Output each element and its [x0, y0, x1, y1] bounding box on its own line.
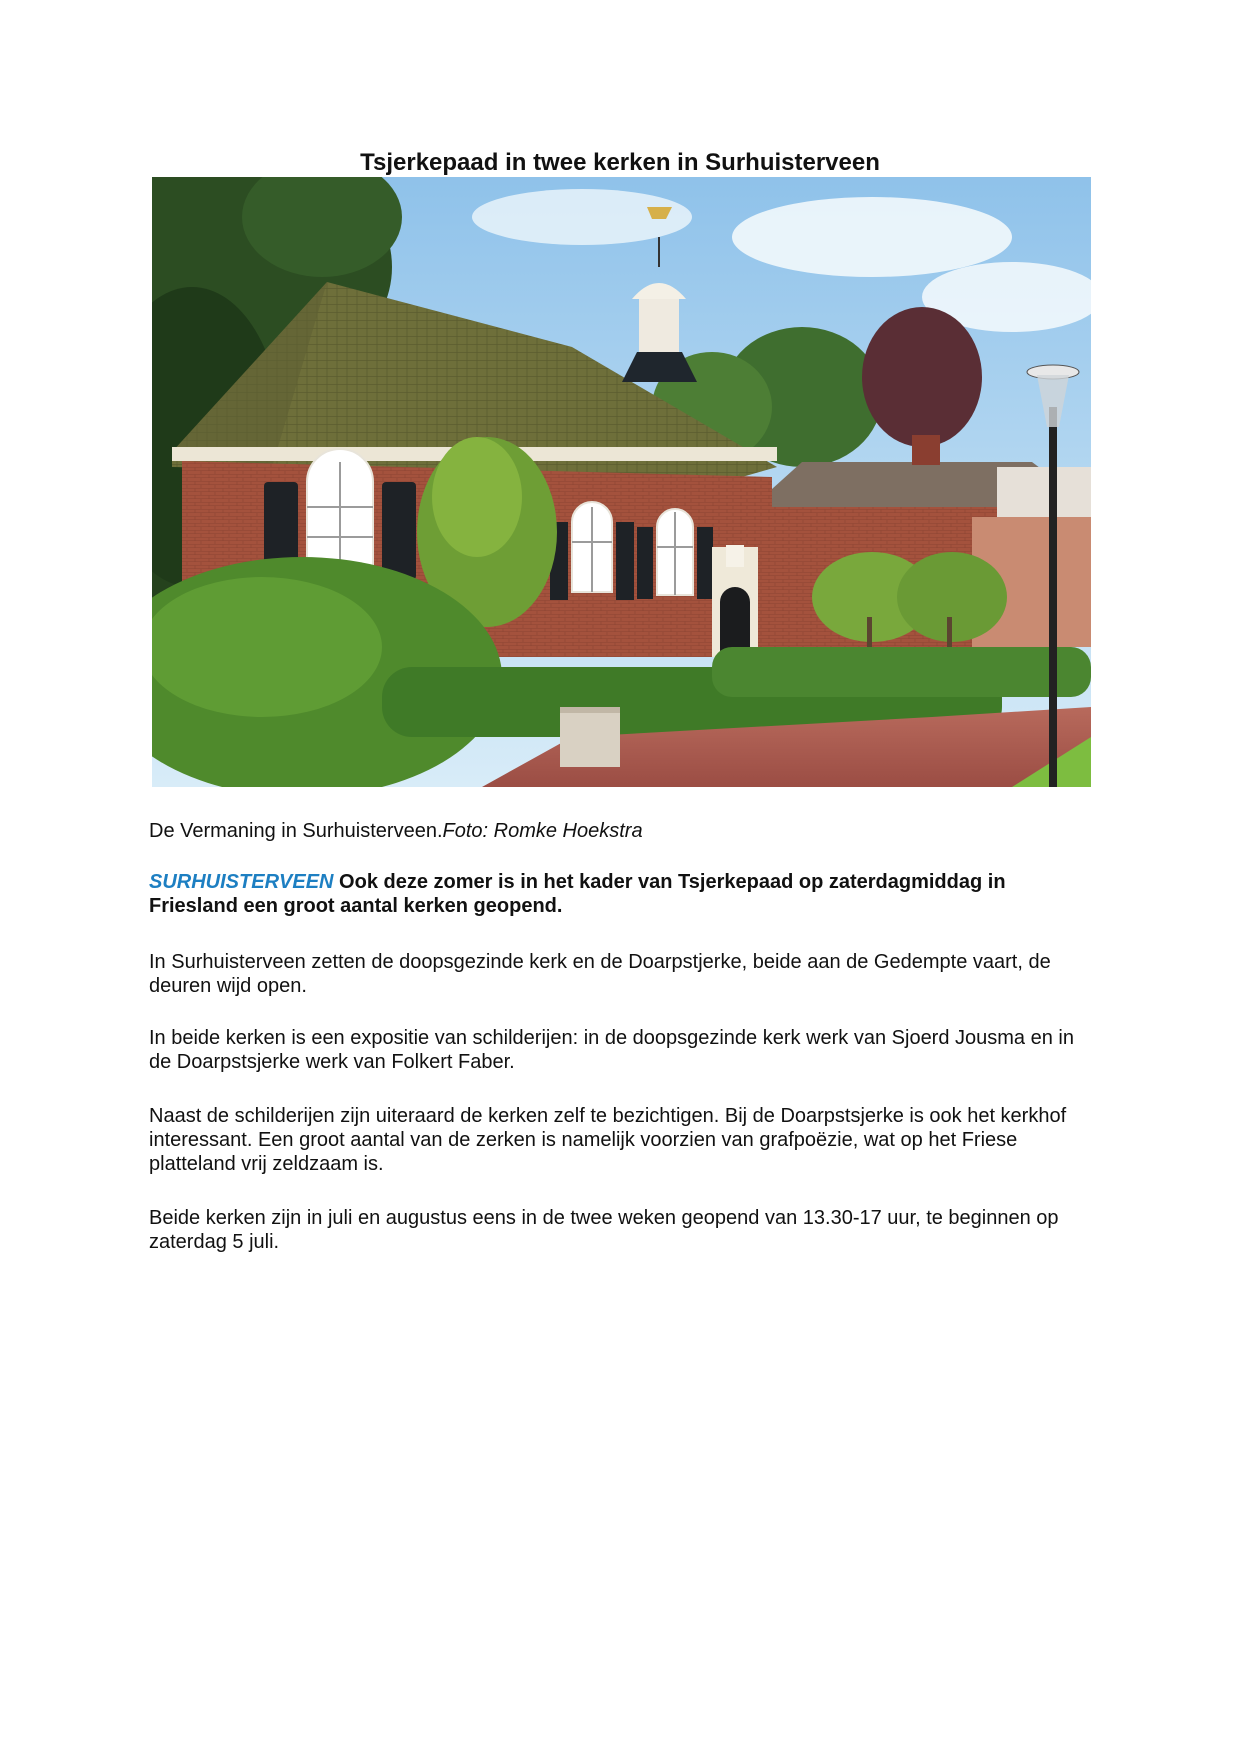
lead-text: Ook deze zomer is in het kader van Tsjerkepaad op zaterdagmiddag in Friesland een groot aantal kerken geopend. — [149, 871, 1006, 917]
photo-credit: Foto: Romke Hoekstra — [442, 820, 643, 842]
article-title: Tsjerkepaad in twee kerken in Surhuisterveen — [360, 149, 880, 176]
article-lead — [149, 870, 1094, 918]
church-photo — [152, 177, 1091, 787]
paragraph: In Surhuisterveen zetten de doopsgezinde kerk en de Doarpstjerke, beide aan de Gedempte vaart, de deuren wijd open. — [149, 951, 1051, 997]
paragraph: Beide kerken zijn in juli en augustus eens in de twee weken geopend van 13.30-17 uur, te beginnen op zaterdag 5 juli. — [149, 1207, 1059, 1253]
paragraph: In beide kerken is een expositie van schilderijen: in de doopsgezinde kerk werk van Sjoerd Jousma en in de Doarpstsjerke werk van Folkert Faber. — [149, 1027, 1074, 1073]
caption-text: De Vermaning in Surhuisterveen. — [149, 820, 443, 842]
paragraph: Naast de schilderijen zijn uiteraard de kerken zelf te bezichtigen. Bij de Doarpstsjerke is ook het kerkhof interessant. Een groot aantal van de zerken is namelijk voorzien van grafpoëzie, wat op het Friese platteland vrij zeldzaam is. — [149, 1105, 1067, 1175]
dateline: SURHUISTERVEEN — [149, 871, 334, 893]
photo-caption — [149, 818, 1089, 844]
